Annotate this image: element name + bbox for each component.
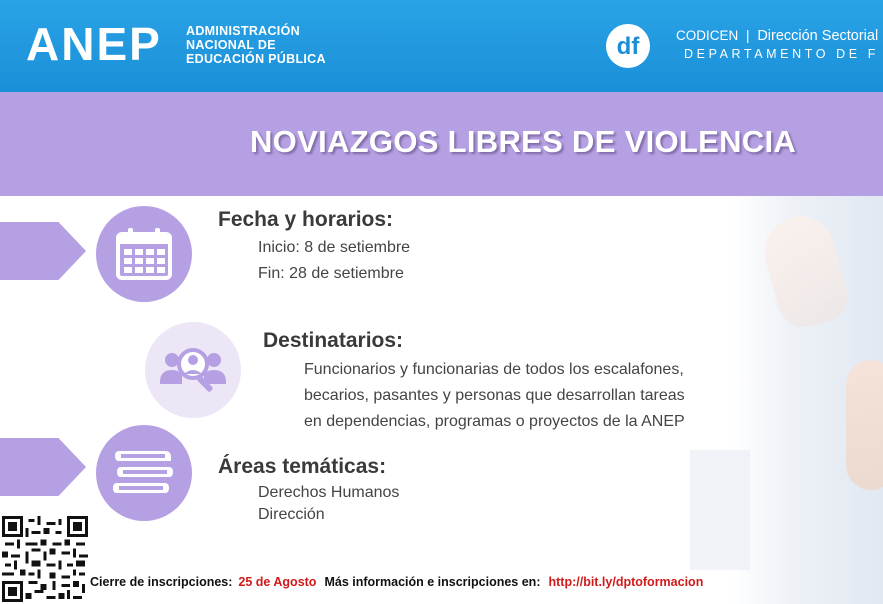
header-department-line-1 [676,28,879,44]
header-separator: | [746,28,750,43]
header-bar [0,0,883,92]
deadline-label: Cierre de inscripciones: [90,575,233,589]
dates-heading: Fecha y horarios: [218,208,394,231]
anep-subtitle [186,24,366,66]
anep-subtitle-line-3: EDUCACIÓN PÚBLICA [186,52,326,66]
df-logo-icon [606,24,650,68]
dates-end: Fin: 28 de setiembre [258,265,404,282]
anep-logo: ANEP [26,18,162,70]
books-icon [96,425,192,521]
info-label: Más información e inscripciones en: [324,575,541,589]
audience-line-1: Funcionarios y funcionarias de todos los escalafones, [304,361,684,378]
header-direccion: Dirección Sectorial [757,28,879,44]
topics-line-1: Derechos Humanos [258,484,400,501]
background-shape [690,450,750,570]
arrow-decoration-topics [0,438,86,496]
header-department-line-2: DEPARTAMENTO DE F [684,47,880,61]
people-search-icon [145,322,241,418]
registration-link[interactable]: http://bit.ly/dptoformacion [548,575,704,589]
dates-start: Inicio: 8 de setiembre [258,239,411,256]
footer-info [90,575,703,589]
qr-code-icon[interactable] [2,516,88,602]
anep-subtitle-line-2: NACIONAL DE [186,38,276,52]
anep-subtitle-line-1: ADMINISTRACIÓN [186,24,300,38]
page-title: NOVIAZGOS LIBRES DE VIOLENCIA [250,124,797,159]
background-hand [846,360,883,490]
deadline-value: 25 de Agosto [238,575,317,589]
topics-line-2: Dirección [258,506,325,523]
audience-line-3: en dependencias, programas o proyectos de la ANEP [304,413,685,430]
audience-line-2: becarios, pasantes y personas que desarrollan tareas [304,387,685,404]
calendar-icon [96,206,192,302]
header-codicen: CODICEN [676,28,739,43]
arrow-decoration-dates [0,222,86,280]
df-logo-text: df [616,33,640,60]
header-department [676,28,879,61]
audience-heading: Destinatarios: [263,329,404,352]
topics-heading: Áreas temáticas: [218,455,387,478]
